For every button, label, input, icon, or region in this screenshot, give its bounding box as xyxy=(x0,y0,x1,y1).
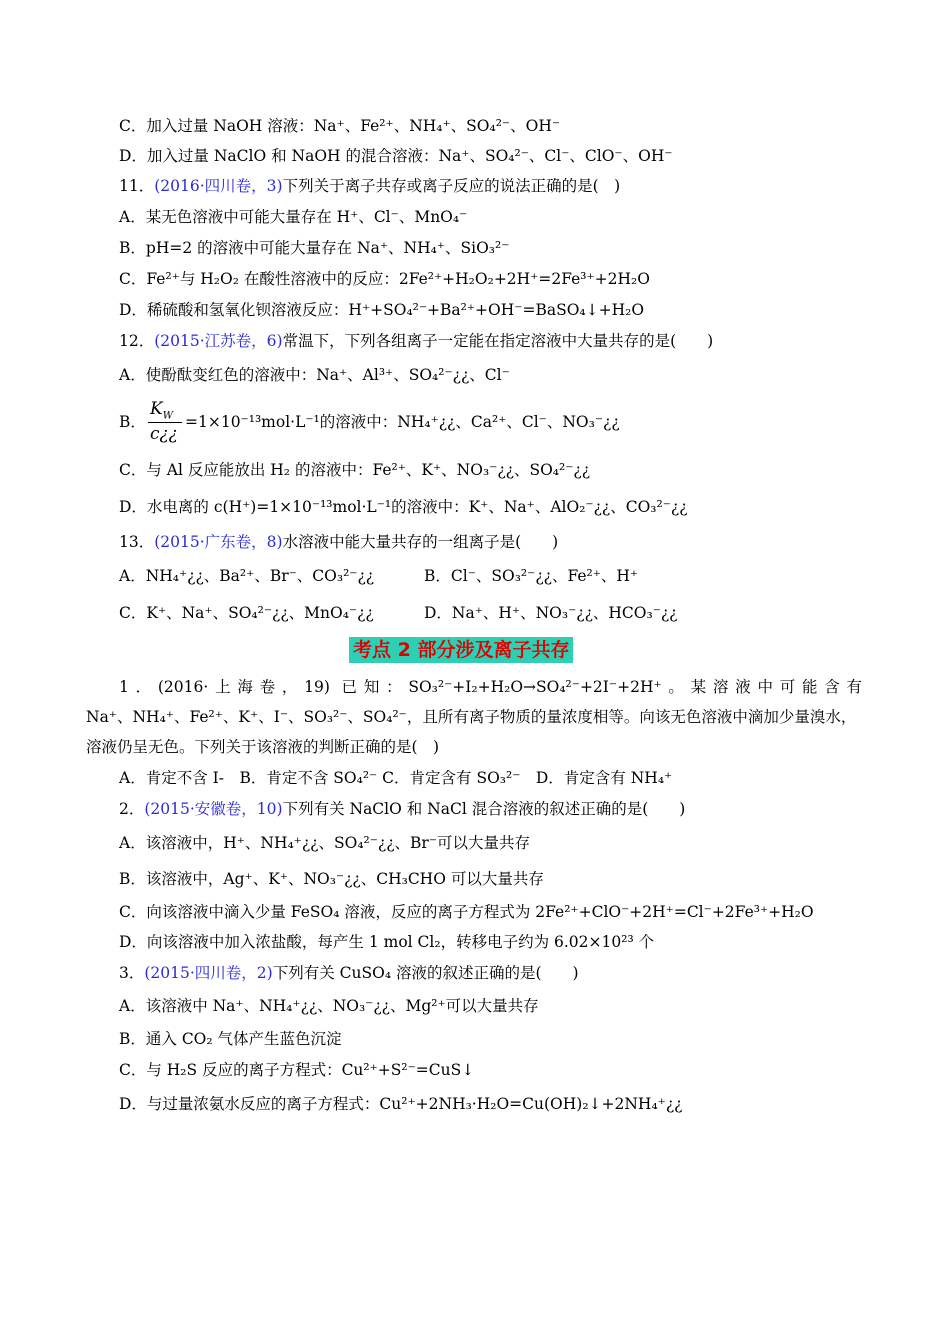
question-stem: 水溶液中能大量共存的一组离子是( ) xyxy=(282,533,559,551)
q13-option-b: B．Cl⁻、SO₃²⁻¿¿、Fe²⁺、H⁺ xyxy=(424,567,639,585)
question-source: (2015·四川卷，2) xyxy=(144,964,273,982)
q12-option-a: A．使酚酞变红色的溶液中：Na⁺、Al³⁺、SO₄²⁻¿¿、Cl⁻ xyxy=(119,366,510,384)
p1-line-3: 溶液仍呈无色。下列关于该溶液的判断正确的是( ) xyxy=(86,738,440,756)
question-stem: 下列关于离子共存或离子反应的说法正确的是( ) xyxy=(282,177,621,195)
question-number: 11． xyxy=(119,177,155,195)
question-stem: 常温下，下列各组离子一定能在指定溶液中大量共存的是( ) xyxy=(282,332,714,350)
p2-option-a: A．该溶液中，H⁺、NH₄⁺¿¿、SO₄²⁻¿¿、Br⁻可以大量共存 xyxy=(119,834,531,852)
q11-option-d: D．稀硫酸和氢氧化钡溶液反应：H⁺+SO₄²⁻+Ba²⁺+OH⁻=BaSO₄↓+H₂O xyxy=(119,301,645,319)
q12-option-b-label: B． xyxy=(119,413,146,431)
q12-option-d: D．水电离的 c(H⁺)=1×10⁻¹³mol·L⁻¹的溶液中：K⁺、Na⁺、AlO₂⁻¿¿、CO₃²⁻¿¿ xyxy=(119,498,688,516)
p3-question xyxy=(119,962,579,984)
question-stem: 下列有关 CuSO₄ 溶液的叙述正确的是( ) xyxy=(272,964,579,982)
q13-option-c: C．K⁺、Na⁺、SO₄²⁻¿¿、MnO₄⁻¿¿ xyxy=(119,604,374,622)
p3-option-a: A．该溶液中 Na⁺、NH₄⁺¿¿、NO₃⁻¿¿、Mg²⁺可以大量共存 xyxy=(119,997,539,1015)
question-number: 2． xyxy=(119,800,145,818)
question-number: 12． xyxy=(119,332,155,350)
fraction-denominator: c¿¿ xyxy=(150,424,178,444)
p3-option-c: C．与 H₂S 反应的离子方程式：Cu²⁺+S²⁻=CuS↓ xyxy=(119,1061,475,1079)
fraction-bar xyxy=(148,422,182,423)
p2-option-d: D．向该溶液中加入浓盐酸，每产生 1 mol Cl₂，转移电子约为 6.02×10²³ 个 xyxy=(119,933,655,951)
q13-option-d: D．Na⁺、H⁺、NO₃⁻¿¿、HCO₃⁻¿¿ xyxy=(424,604,678,622)
q13-option-a: A．NH₄⁺¿¿、Ba²⁺、Br⁻、CO₃²⁻¿¿ xyxy=(119,567,375,585)
question-source: (2015·广东卷，8) xyxy=(154,533,283,551)
question-13 xyxy=(119,531,558,553)
question-source: (2015·江苏卷，6) xyxy=(154,332,283,350)
question-number: 3． xyxy=(119,964,145,982)
p1-line-2: Na⁺、NH₄⁺、Fe²⁺、K⁺、I⁻、SO₃²⁻、SO₄²⁻，且所有离子物质的量浓度相等。向该无色溶液中滴加少量溴水， xyxy=(86,708,857,726)
p2-option-b: B．该溶液中，Ag⁺、K⁺、NO₃⁻¿¿、CH₃CHO 可以大量共存 xyxy=(119,870,544,888)
fraction-numerator: $K_W$ xyxy=(150,399,173,422)
kw-fraction xyxy=(148,399,184,447)
question-stem: 下列有关 NaClO 和 NaCl 混合溶液的叙述正确的是( ) xyxy=(282,800,686,818)
q11-option-a: A．某无色溶液中可能大量存在 H⁺、Cl⁻、MnO₄⁻ xyxy=(119,208,468,226)
option-line-d: D．加入过量 NaClO 和 NaOH 的混合溶液：Na⁺、SO₄²⁻、Cl⁻、ClO⁻、OH⁻ xyxy=(119,147,673,165)
q11-option-b: B．pH=2 的溶液中可能大量存在 Na⁺、NH₄⁺、SiO₃²⁻ xyxy=(119,239,510,257)
question-source: (2015·安徽卷，10) xyxy=(144,800,283,818)
q12-option-c: C．与 Al 反应能放出 H₂ 的溶液中：Fe²⁺、K⁺、NO₃⁻¿¿、SO₄²⁻¿¿ xyxy=(119,461,591,479)
q11-option-c: C．Fe²⁺与 H₂O₂ 在酸性溶液中的反应：2Fe²⁺+H₂O₂+2H⁺=2Fe³⁺+2H₂O xyxy=(119,270,650,288)
option-line-c: C．加入过量 NaOH 溶液：Na⁺、Fe²⁺、NH₄⁺、SO₄²⁻、OH⁻ xyxy=(119,117,561,135)
p3-option-b: B．通入 CO₂ 气体产生蓝色沉淀 xyxy=(119,1030,342,1048)
p3-option-d: D．与过量浓氨水反应的离子方程式：Cu²⁺+2NH₃·H₂O=Cu(OH)₂↓+2NH₄⁺¿¿ xyxy=(119,1095,683,1113)
q12-option-b: =1×10⁻¹³mol·L⁻¹的溶液中：NH₄⁺¿¿、Ca²⁺、Cl⁻、NO₃⁻¿¿ xyxy=(185,413,620,431)
p1-line-1: 1．(2016·上海卷，19) 已知：SO₃²⁻+I₂+H₂O→SO₄²⁻+2I⁻+2H⁺。某溶液中可能含有 xyxy=(119,678,862,696)
question-11 xyxy=(119,175,620,197)
section-heading: 考点 2 部分涉及离子共存 xyxy=(349,637,573,663)
p2-option-c: C．向该溶液中滴入少量 FeSO₄ 溶液，反应的离子方程式为 2Fe²⁺+ClO⁻+2H⁺=Cl⁻+2Fe³⁺+H₂O xyxy=(119,903,814,921)
question-number: 13． xyxy=(119,533,155,551)
p2-question xyxy=(119,798,685,820)
p1-options: A．肯定不含 I- B．肯定不含 SO₄²⁻ C．肯定含有 SO₃²⁻ D．肯定含有 NH₄⁺ xyxy=(119,769,673,787)
question-12 xyxy=(119,330,713,352)
question-source: (2016·四川卷，3) xyxy=(154,177,283,195)
